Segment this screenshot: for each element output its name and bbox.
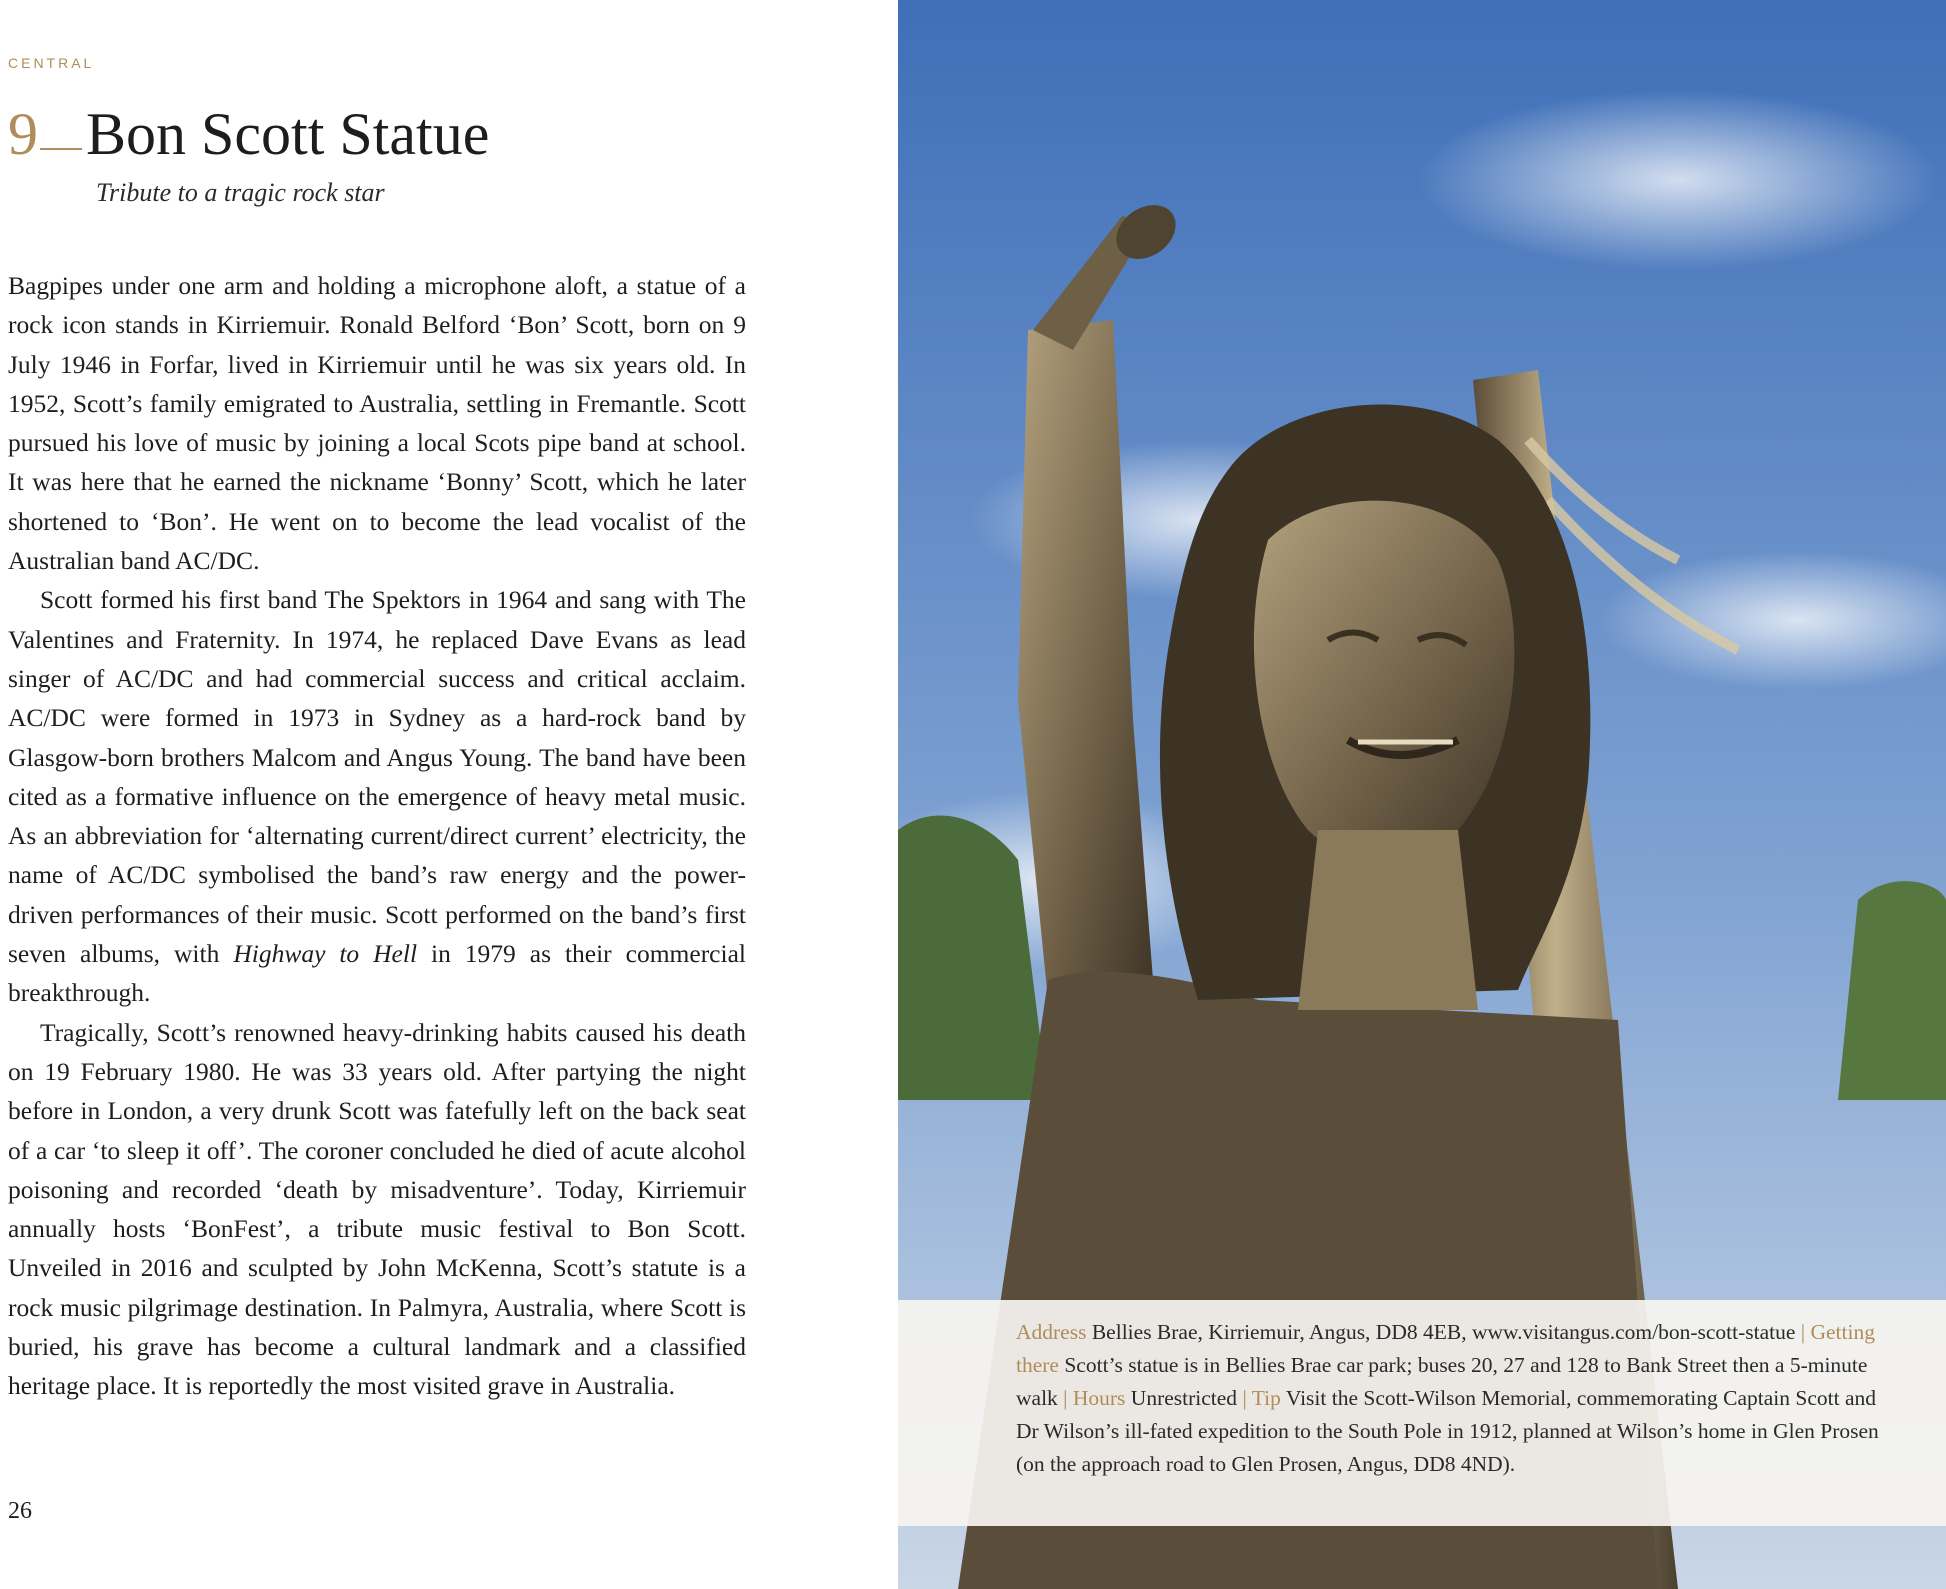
address-label: Address [1016,1320,1087,1344]
getting-there-value: Scott’s statue is in Bellies Brae car park; buses 20, 27 and 128 to Bank Street then a 5-minute walk [1016,1353,1868,1410]
right-page [898,0,1946,1589]
paragraph-2-text-b: in 1979 as their commercial breakthrough. [8,939,746,1008]
entry-number: 9 [8,101,38,167]
paragraph-3: Tragically, Scott’s renowned heavy-drinking habits caused his death on 19 February 1980. He was 33 years old. After partying the night before in London, a very drunk Scott was fatefully left on the back seat of a car ‘to sleep it off’. The coroner concluded he died of acute alcohol poisoning and recorded ‘death by misadventure’. Today, Kirriemuir annually hosts ‘BonFest’, a tribute music festival to Bon Scott. Unveiled in 2016 and sculpted by John McKenna, Scott’s statute is a rock music pilgrimage destination. In Palmyra, Australia, where Scott is buried, his grave has become a cultural landmark and a classified heritage place. It is reportedly the most visited grave in Australia. [8,1017,746,1401]
number-rule [40,148,82,150]
separator-1: | [1800,1320,1806,1344]
tip-label: Tip [1246,1386,1281,1410]
tip-value: Visit the Scott-Wilson Memorial, commemorating Captain Scott and Dr Wilson’s ill-fated expedition to the South Pole in 1912, planned at Wilson’s home in Glen Prosen (on the approach road to Glen Prosen, Angus, DD8 4ND). [1016,1386,1879,1476]
page-title: Bon Scott Statue [86,101,490,167]
left-page [0,0,898,1589]
title-row [8,101,490,167]
hours-label: Hours [1067,1386,1126,1410]
album-title: Highway to Hell [233,939,418,969]
page-subtitle: Tribute to a tragic rock star [96,178,385,207]
address-value: Bellies Brae, Kirriemuir, Angus, DD8 4EB, www.visitangus.com/bon-scott-statue [1086,1320,1801,1344]
getting-there-label: Getting there [1016,1320,1875,1377]
hours-value: Unrestricted [1125,1386,1243,1410]
paragraph-2-text-a: Scott formed his first band The Spektors in 1964 and sang with The Valentines and Fraternity. In 1974, he replaced Dave Evans as lead singer of AC/DC and had commercial success and critical acclaim. AC/DC were formed in 1973 in Sydney as a hard-rock band by Glasgow-born brothers Malcom and Angus Young. The band have been cited as a formative influence on the emergence of heavy metal music. As an abbreviation for ‘alternating current/direct current’ electricity, the name of AC/DC symbolised the band’s raw energy and the power-driven performances of their music. Scott performed on the band’s first seven albums, with [8,585,746,969]
section-label: CENTRAL [8,55,95,71]
separator-2: | [1063,1386,1068,1410]
page-number: 26 [8,1498,32,1524]
paragraph-1: Bagpipes under one arm and holding a microphone aloft, a statue of a rock icon stands in Kirriemuir. Ronald Belford ‘Bon’ Scott, born on 9 July 1946 in Forfar, lived in Kirriemuir until he was six years old. In 1952, Scott’s family emigrated to Australia, settling in Fremantle. Scott pursued his love of music by joining a local Scots pipe band at school. It was here that he earned the nickname ‘Bonny’ Scott, which he later shortened to ‘Bon’. He went on to become the lead vocalist of the Australian band AC/DC. [8,271,746,576]
info-box [898,1300,1946,1526]
paragraph-2 [8,580,746,1012]
visitor-info [1016,1316,1896,1481]
article-body [8,266,746,1406]
separator-3: | [1242,1386,1247,1410]
